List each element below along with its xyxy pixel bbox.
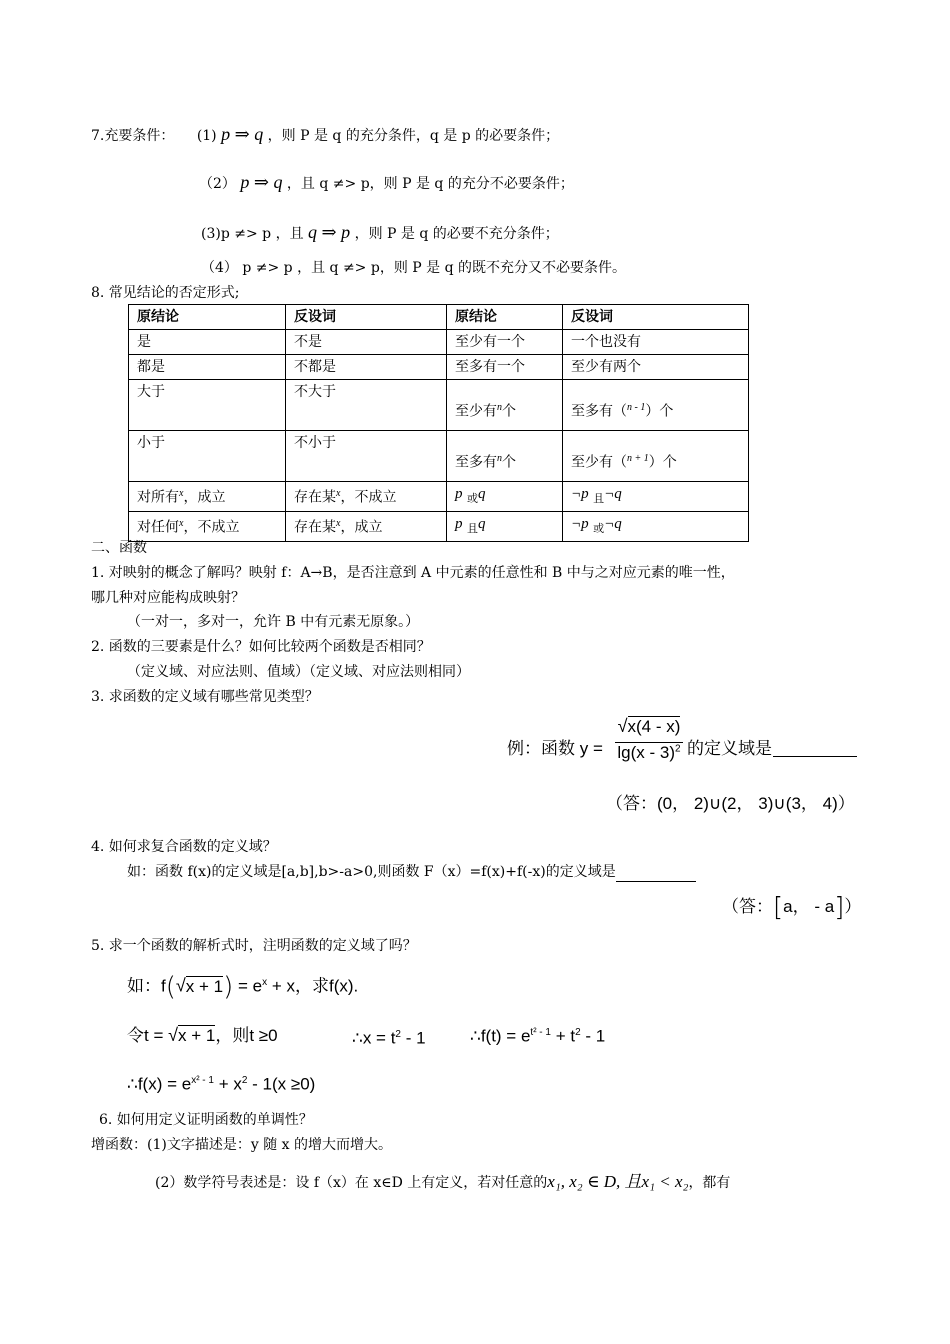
math-var: q bbox=[477, 486, 486, 502]
table-cell bbox=[129, 511, 286, 541]
fraction-numerator: √x(4 - x) bbox=[617, 716, 681, 736]
root-sign: √ bbox=[175, 975, 186, 996]
table-cell: 不大于 bbox=[286, 380, 447, 431]
definition-text: (2）数学符号表述是：设 f（x）在 x∈D 上有定义，若对任意的 bbox=[155, 1175, 548, 1191]
cell-text: 至多有 bbox=[455, 455, 497, 471]
example-text: 如：函数 f(x)的定义域是[a,b],b>-a>0,则函数 F（x）=f(x)+f(-x)的定义域是 bbox=[127, 864, 616, 880]
cell-text: 且 bbox=[466, 521, 478, 535]
section-heading: 二、函数 bbox=[91, 540, 147, 556]
table-cell bbox=[447, 380, 563, 431]
formula-part: ，则t ≥0 bbox=[215, 1026, 278, 1045]
formula-prefix: 例：函数 y = bbox=[507, 739, 603, 758]
table-cell bbox=[563, 431, 749, 482]
math-var: ¬p bbox=[571, 515, 589, 532]
header-cell: 反设词 bbox=[286, 305, 447, 330]
exponent: t² - 1 bbox=[530, 1027, 551, 1038]
header-cell: 原结论 bbox=[447, 305, 563, 330]
table-row bbox=[129, 482, 749, 512]
math-var: ¬q bbox=[604, 515, 622, 532]
header-cell: 原结论 bbox=[129, 305, 286, 330]
math-var: n + 1 bbox=[627, 453, 649, 465]
formula-part: ∴x = t bbox=[352, 1028, 396, 1048]
formula-part: ∴f(t) = e bbox=[470, 1026, 531, 1046]
left-bracket: [ bbox=[773, 892, 784, 923]
formula-part: + x，求f(x). bbox=[271, 976, 359, 996]
formula-part: = e bbox=[238, 976, 263, 996]
math-var: n bbox=[497, 402, 502, 414]
root-sign: √ bbox=[168, 1025, 178, 1045]
table-cell: 不是 bbox=[286, 330, 447, 355]
table-cell bbox=[447, 482, 563, 512]
formula: x₁, x₂ ∈ D, 且x₁ < x₂ bbox=[547, 1172, 689, 1191]
formula-suffix: 的定义域是 bbox=[687, 739, 772, 758]
answer-2: （定义域、对应法则、值域）（定义域、对应法则相同） bbox=[127, 664, 470, 680]
exponent: 2 bbox=[675, 743, 681, 755]
example-4 bbox=[127, 862, 696, 882]
table-cell: 至少有一个 bbox=[447, 330, 563, 355]
item-text: ，且 q ≠> p，则 P 是 q 的充分不必要条件； bbox=[286, 176, 574, 192]
cell-text: ，成立 bbox=[183, 489, 226, 506]
fraction-denominator bbox=[613, 743, 685, 769]
table-header-row bbox=[129, 305, 749, 330]
answer-suffix: ） bbox=[844, 897, 862, 916]
table-cell: 都是 bbox=[129, 355, 286, 380]
math-var: x bbox=[179, 488, 184, 499]
cell-text: 或 bbox=[466, 491, 478, 505]
math-var: p bbox=[455, 515, 463, 532]
answer-prefix: （答： bbox=[722, 897, 773, 916]
item-text: ，则 P 是 q 的充分条件，q 是 p 的必要条件； bbox=[267, 128, 560, 144]
formula: p ⇒ q bbox=[240, 172, 283, 192]
table-cell bbox=[563, 482, 749, 512]
table-cell: 不小于 bbox=[286, 431, 447, 482]
denominator-text: lg(x - 3) bbox=[617, 743, 676, 762]
table-cell: 一个也没有 bbox=[563, 330, 749, 355]
table-cell bbox=[447, 511, 563, 541]
cell-text: 个 bbox=[502, 455, 516, 471]
table-cell: 大于 bbox=[129, 380, 286, 431]
therefore-fx bbox=[127, 1068, 315, 1098]
formula-part: 如：f bbox=[127, 976, 166, 996]
table-cell bbox=[286, 482, 447, 512]
example-3-answer: （答：(0， 2)∪(2， 3)∪(3， 4)） bbox=[606, 794, 855, 813]
radicand: x(4 - x) bbox=[627, 717, 681, 736]
section7-label: 7.充要条件： bbox=[91, 128, 175, 144]
therefore-x bbox=[352, 1022, 426, 1052]
math-var: x bbox=[336, 517, 341, 529]
right-bracket: ] bbox=[834, 892, 845, 923]
cell-text: 对所有 bbox=[137, 489, 179, 506]
formula-part: - 1 bbox=[585, 1026, 606, 1046]
definition-text: ，都有 bbox=[688, 1175, 731, 1191]
right-paren: ) bbox=[223, 972, 234, 1003]
table-row bbox=[129, 431, 749, 482]
exponent: 2 bbox=[395, 1029, 401, 1040]
formula: p ⇒ q bbox=[221, 124, 264, 144]
question-5: 5. 求一个函数的解析式时，注明函数的定义域了吗？ bbox=[91, 938, 417, 954]
question-1-continued: 哪几种对应能构成映射？ bbox=[91, 590, 245, 606]
item-number: (1) bbox=[196, 128, 217, 144]
table-cell bbox=[563, 511, 749, 541]
table-row bbox=[129, 511, 749, 541]
section7-item3 bbox=[201, 222, 559, 244]
formula-part: + x bbox=[218, 1074, 242, 1094]
question-3: 3. 求函数的定义域有哪些常见类型？ bbox=[91, 689, 319, 705]
left-paren: ( bbox=[165, 972, 176, 1003]
example-4-answer bbox=[722, 894, 861, 921]
table-cell bbox=[129, 482, 286, 512]
table-row bbox=[129, 355, 749, 380]
cell-text: 至少有（ bbox=[571, 455, 627, 471]
cell-text: 个 bbox=[502, 404, 516, 420]
item-number: （2） bbox=[199, 176, 236, 192]
question-4: 4. 如何求复合函数的定义域？ bbox=[91, 839, 277, 855]
substitution bbox=[127, 1022, 278, 1049]
section8-label: 8. 常见结论的否定形式; bbox=[91, 285, 240, 301]
therefore-ft bbox=[470, 1020, 605, 1050]
increasing-def-2 bbox=[155, 1172, 730, 1193]
question-1: 1. 对映射的概念了解吗？映射 f：A→B，是否注意到 A 中元素的任意性和 B 中与之对应元素的唯一性， bbox=[91, 565, 735, 581]
section7-item2 bbox=[199, 172, 574, 194]
cell-text: 对任何 bbox=[137, 519, 179, 536]
cell-text: 存在某 bbox=[294, 489, 336, 506]
formula-part: 令t = bbox=[127, 1026, 164, 1045]
exponent: 2 bbox=[575, 1027, 581, 1038]
increasing-def-1: 增函数：(1)文字描述是：y 随 x 的增大而增大。 bbox=[91, 1137, 392, 1153]
answer-value: a， - a bbox=[783, 897, 835, 916]
math-var: x bbox=[336, 488, 341, 499]
math-var: n bbox=[497, 453, 502, 465]
example-5 bbox=[127, 970, 359, 1003]
fraction bbox=[613, 716, 685, 769]
math-var: x bbox=[179, 517, 184, 529]
table-cell: 是 bbox=[129, 330, 286, 355]
math-var: ¬p bbox=[571, 486, 589, 502]
answer-blank bbox=[773, 742, 857, 757]
table-row bbox=[129, 330, 749, 355]
math-var: n - 1 bbox=[627, 402, 646, 414]
exponent: x bbox=[262, 977, 268, 988]
question-6: 6. 如何用定义证明函数的单调性？ bbox=[99, 1112, 313, 1128]
item-text: (3)p ≠> p ，且 bbox=[201, 226, 304, 242]
table-cell bbox=[563, 380, 749, 431]
section7-item4: （4） p ≠> p ，且 q ≠> p，则 P 是 q 的既不充分又不必要条件。 bbox=[201, 260, 627, 276]
section7-item1 bbox=[91, 124, 559, 146]
radicand: x + 1 bbox=[178, 1026, 216, 1045]
formula: q ⇒ p bbox=[308, 222, 351, 242]
cell-text: 存在某 bbox=[294, 519, 336, 536]
negation-table bbox=[128, 304, 749, 542]
math-var: p bbox=[455, 486, 463, 502]
cell-text: 或 bbox=[593, 521, 605, 535]
formula-part: - 1(x ≥0) bbox=[252, 1074, 316, 1094]
radicand: x + 1 bbox=[185, 976, 224, 996]
cell-text: ，不成立 bbox=[183, 519, 240, 536]
table-cell bbox=[286, 511, 447, 541]
exponent: 2 bbox=[241, 1075, 248, 1086]
table-row bbox=[129, 380, 749, 431]
cell-text: ）个 bbox=[645, 404, 674, 420]
table-cell: 至少有两个 bbox=[563, 355, 749, 380]
cell-text: 且 bbox=[593, 491, 605, 505]
math-var: ¬q bbox=[604, 486, 622, 502]
answer-1: （一对一，多对一，允许 B 中有元素无原象。） bbox=[127, 614, 420, 630]
formula-part: + t bbox=[555, 1026, 576, 1046]
exponent: x² - 1 bbox=[191, 1075, 214, 1086]
cell-text: 至少有 bbox=[455, 404, 497, 420]
cell-text: 至多有（ bbox=[571, 404, 627, 420]
table-cell bbox=[447, 431, 563, 482]
table-cell: 至多有一个 bbox=[447, 355, 563, 380]
formula-part: - 1 bbox=[405, 1028, 426, 1048]
math-var: q bbox=[477, 515, 486, 532]
header-cell: 反设词 bbox=[563, 305, 749, 330]
cell-text: ，不成立 bbox=[340, 489, 397, 506]
cell-text: ，成立 bbox=[340, 519, 383, 536]
table-cell: 小于 bbox=[129, 431, 286, 482]
formula-part: ∴f(x) = e bbox=[127, 1074, 192, 1094]
table-cell: 不都是 bbox=[286, 355, 447, 380]
cell-text: ）个 bbox=[648, 455, 677, 471]
item-text: ，则 P 是 q 的必要不充分条件； bbox=[354, 226, 559, 242]
answer-blank bbox=[616, 867, 696, 882]
question-2: 2. 函数的三要素是什么？如何比较两个函数是否相同？ bbox=[91, 639, 431, 655]
